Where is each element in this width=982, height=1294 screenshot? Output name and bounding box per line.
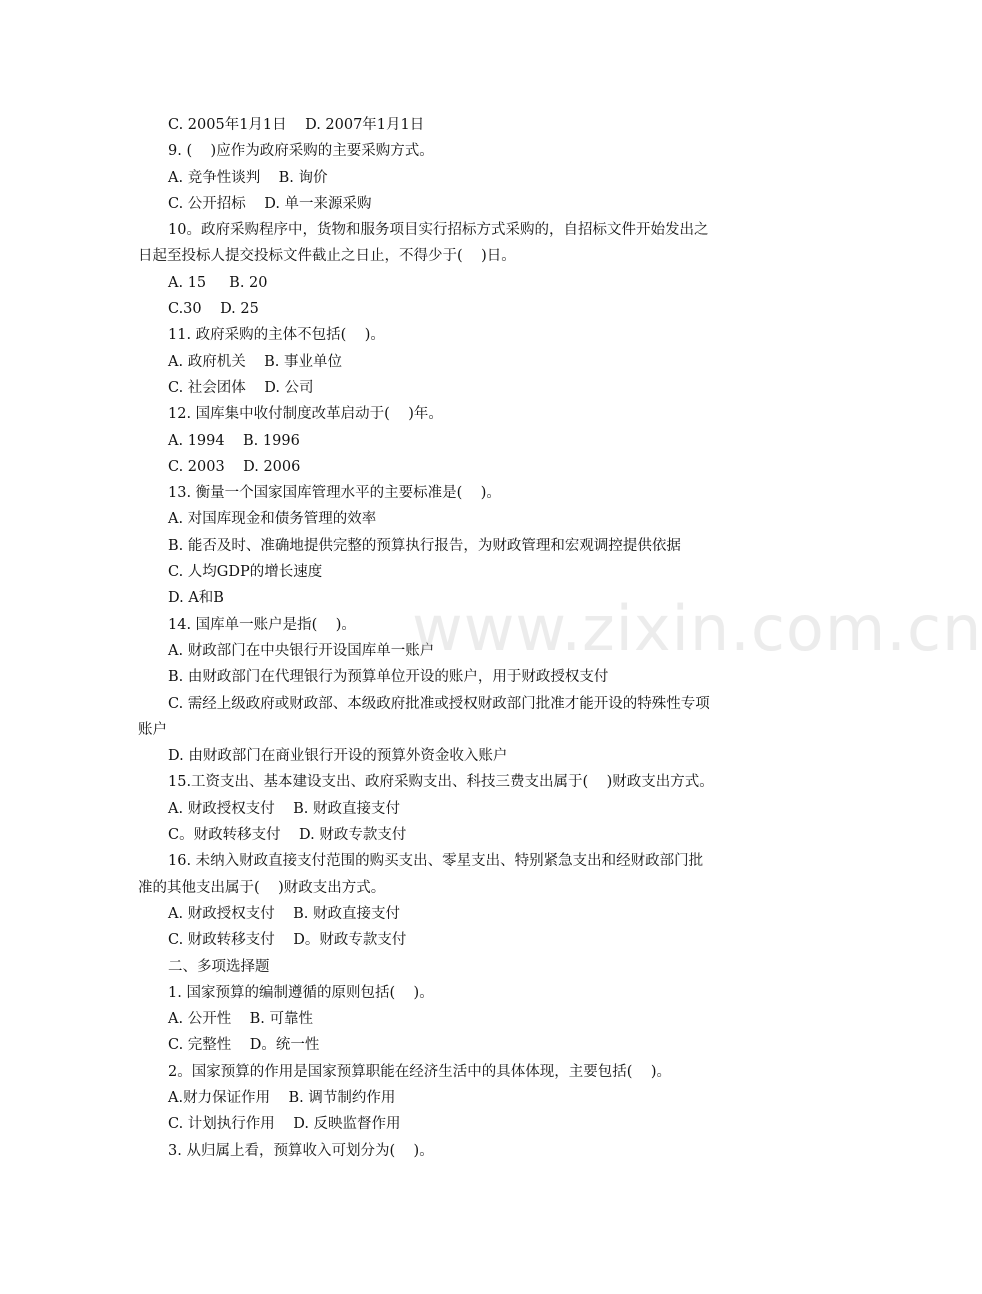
- text-line: A.财力保证作用 B. 调节制约作用: [168, 1089, 396, 1106]
- text-line: 11. 政府采购的主体不包括( )。: [168, 327, 385, 344]
- text-line: 12. 国库集中收付制度改革启动于( )年。: [168, 406, 443, 423]
- text-line: C. 2005年1月1日 D. 2007年1月1日: [168, 117, 425, 133]
- text-line: 15.工资支出、基本建设支出、政府采购支出、科技三费支出属于( )财政支出方式。: [168, 774, 714, 791]
- text-line: A. 竞争性谈判 B. 询价: [168, 169, 328, 186]
- text-line: A. 政府机关 B. 事业单位: [168, 353, 342, 370]
- text-line: C. 财政转移支付 D。财政专款支付: [168, 932, 407, 949]
- text-line: 10。政府采购程序中，货物和服务项目实行招标方式采购的，自招标文件开始发出之: [168, 222, 709, 239]
- text-line: 2。国家预算的作用是国家预算职能在经济生活中的具体体现，主要包括( )。: [168, 1063, 671, 1080]
- text-line: C. 社会团体 D. 公司: [168, 379, 314, 396]
- text-line: C.30 D. 25: [168, 301, 259, 318]
- text-line: A. 1994 B. 1996: [168, 432, 300, 449]
- text-line: D. 由财政部门在商业银行开设的预算外资金收入账户: [168, 748, 508, 765]
- text-line: 准的其他支出属于( )财政支出方式。: [138, 879, 386, 896]
- text-line: 账户: [138, 721, 167, 738]
- text-line: A. 财政授权支付 B. 财政直接支付: [168, 905, 400, 922]
- watermark: www.zixin.com.cn: [412, 592, 982, 665]
- text-line: A. 公开性 B. 可靠性: [168, 1011, 313, 1028]
- text-line: 3. 从归属上看，预算收入可划分为( )。: [168, 1142, 434, 1159]
- text-line: 13. 衡量一个国家国库管理水平的主要标准是( )。: [168, 485, 501, 502]
- text-line: 14. 国库单一账户是指( )。: [168, 616, 356, 633]
- text-line: A. 财政授权支付 B. 财政直接支付: [168, 800, 400, 817]
- text-line: 1. 国家预算的编制遵循的原则包括( )。: [168, 984, 434, 1001]
- text-line: A. 15 B. 20: [168, 274, 268, 291]
- text-line: C. 完整性 D。统一性: [168, 1037, 320, 1054]
- text-line: B. 能否及时、准确地提供完整的预算执行报告，为财政管理和宏观调控提供依据: [168, 537, 681, 554]
- text-line: A. 对国库现金和债务管理的效率: [168, 511, 377, 528]
- text-line: D. A和B: [168, 590, 224, 607]
- text-line: C. 公开招标 D. 单一来源采购: [168, 195, 372, 212]
- text-line: 9. ( )应作为政府采购的主要采购方式。: [168, 143, 434, 160]
- text-line: B. 由财政部门在代理银行为预算单位开设的账户，用于财政授权支付: [168, 669, 609, 686]
- text-line: 16. 未纳入财政直接支付范围的购买支出、零星支出、特别紧急支出和经财政部门批: [168, 853, 704, 870]
- text-line: 二、多项选择题: [168, 958, 270, 975]
- document-body: [138, 112, 798, 1164]
- text-line: C。财政转移支付 D. 财政专款支付: [168, 827, 407, 844]
- text-line: A. 财政部门在中央银行开设国库单一账户: [168, 642, 435, 659]
- text-line: C. 人均GDP的增长速度: [168, 564, 323, 581]
- text-line: C. 2003 D. 2006: [168, 458, 301, 475]
- text-line: C. 计划执行作用 D. 反映监督作用: [168, 1116, 401, 1133]
- text-line: 日起至投标人提交投标文件截止之日止，不得少于( )日。: [138, 248, 516, 265]
- text-line: C. 需经上级政府或财政部、本级政府批准或授权财政部门批准才能开设的特殊性专项: [168, 695, 710, 712]
